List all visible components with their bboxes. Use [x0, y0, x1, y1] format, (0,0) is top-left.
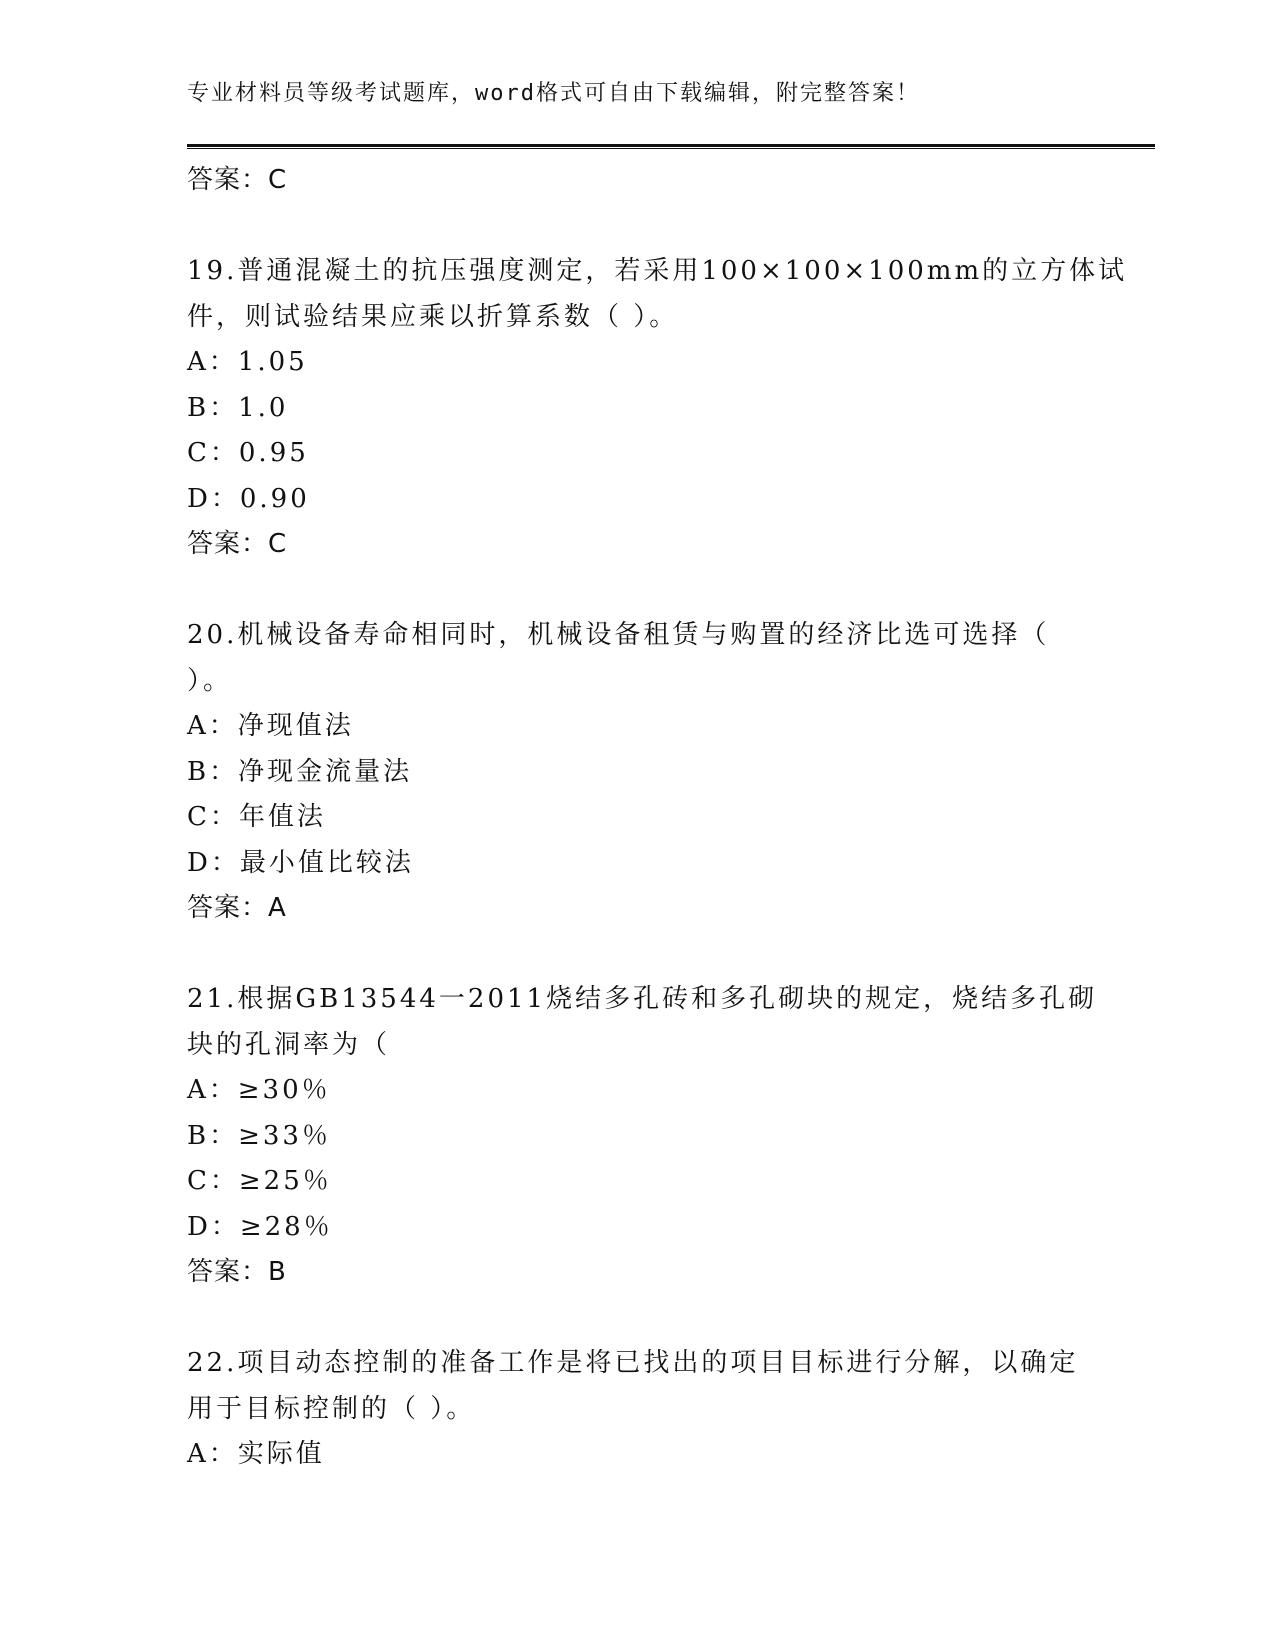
header-divider — [187, 144, 1155, 149]
option-a: A：实际值 — [187, 1439, 325, 1469]
question-text-line: 21.根据GB13544一2011烧结多孔砖和多孔砌块的规定，烧结多孔砌 — [187, 984, 1098, 1014]
option-c: C：0.95 — [187, 438, 309, 468]
spacer — [187, 932, 1087, 978]
option-a: A：净现值法 — [187, 711, 354, 741]
option-c: C：年值法 — [187, 802, 326, 832]
spacer — [187, 1296, 1087, 1342]
page-header-text: 专业材料员等级考试题库，word格式可自由下载编辑，附完整答案！ — [187, 81, 920, 106]
question-text-line: ）。 — [187, 665, 233, 696]
option-a: A：≥30％ — [187, 1075, 331, 1105]
option-a: A：1.05 — [187, 347, 308, 377]
option-d: D：≥28％ — [187, 1211, 333, 1242]
question-text-line: 用于目标控制的（ ）。 — [187, 1393, 476, 1424]
answer-line: 答案：A — [187, 893, 287, 923]
question-block — [187, 1341, 1087, 1478]
answer-line: 答案：C — [187, 165, 288, 195]
option-c: C：≥25％ — [187, 1166, 332, 1196]
question-block — [187, 613, 1087, 932]
option-d: D：0.90 — [187, 483, 310, 514]
spacer — [187, 204, 1087, 250]
question-text-line: 块的孔洞率为（ — [187, 1029, 391, 1060]
question-text-line: 19.普通混凝土的抗压强度测定，若采用100×100×100mm的立方体试 — [187, 256, 1128, 286]
option-b: B：1.0 — [187, 392, 289, 423]
question-block — [187, 977, 1098, 1296]
question-content — [187, 158, 1128, 1478]
question-text-line: 20.机械设备寿命相同时，机械设备租赁与购置的经济比选可选择（ — [187, 620, 1050, 650]
option-b: B：净现金流量法 — [187, 756, 413, 787]
option-b: B：≥33％ — [187, 1120, 331, 1151]
option-d: D：最小值比较法 — [187, 847, 414, 878]
question-text-line: 件，则试验结果应乘以折算系数（ ）。 — [187, 301, 679, 332]
answer-line: 答案：B — [187, 1257, 287, 1287]
spacer — [187, 568, 1087, 614]
question-block — [187, 249, 1128, 568]
answer-line: 答案：C — [187, 529, 288, 559]
question-text-line: 22.项目动态控制的准备工作是将已找出的项目目标进行分解，以确定 — [187, 1348, 1079, 1378]
